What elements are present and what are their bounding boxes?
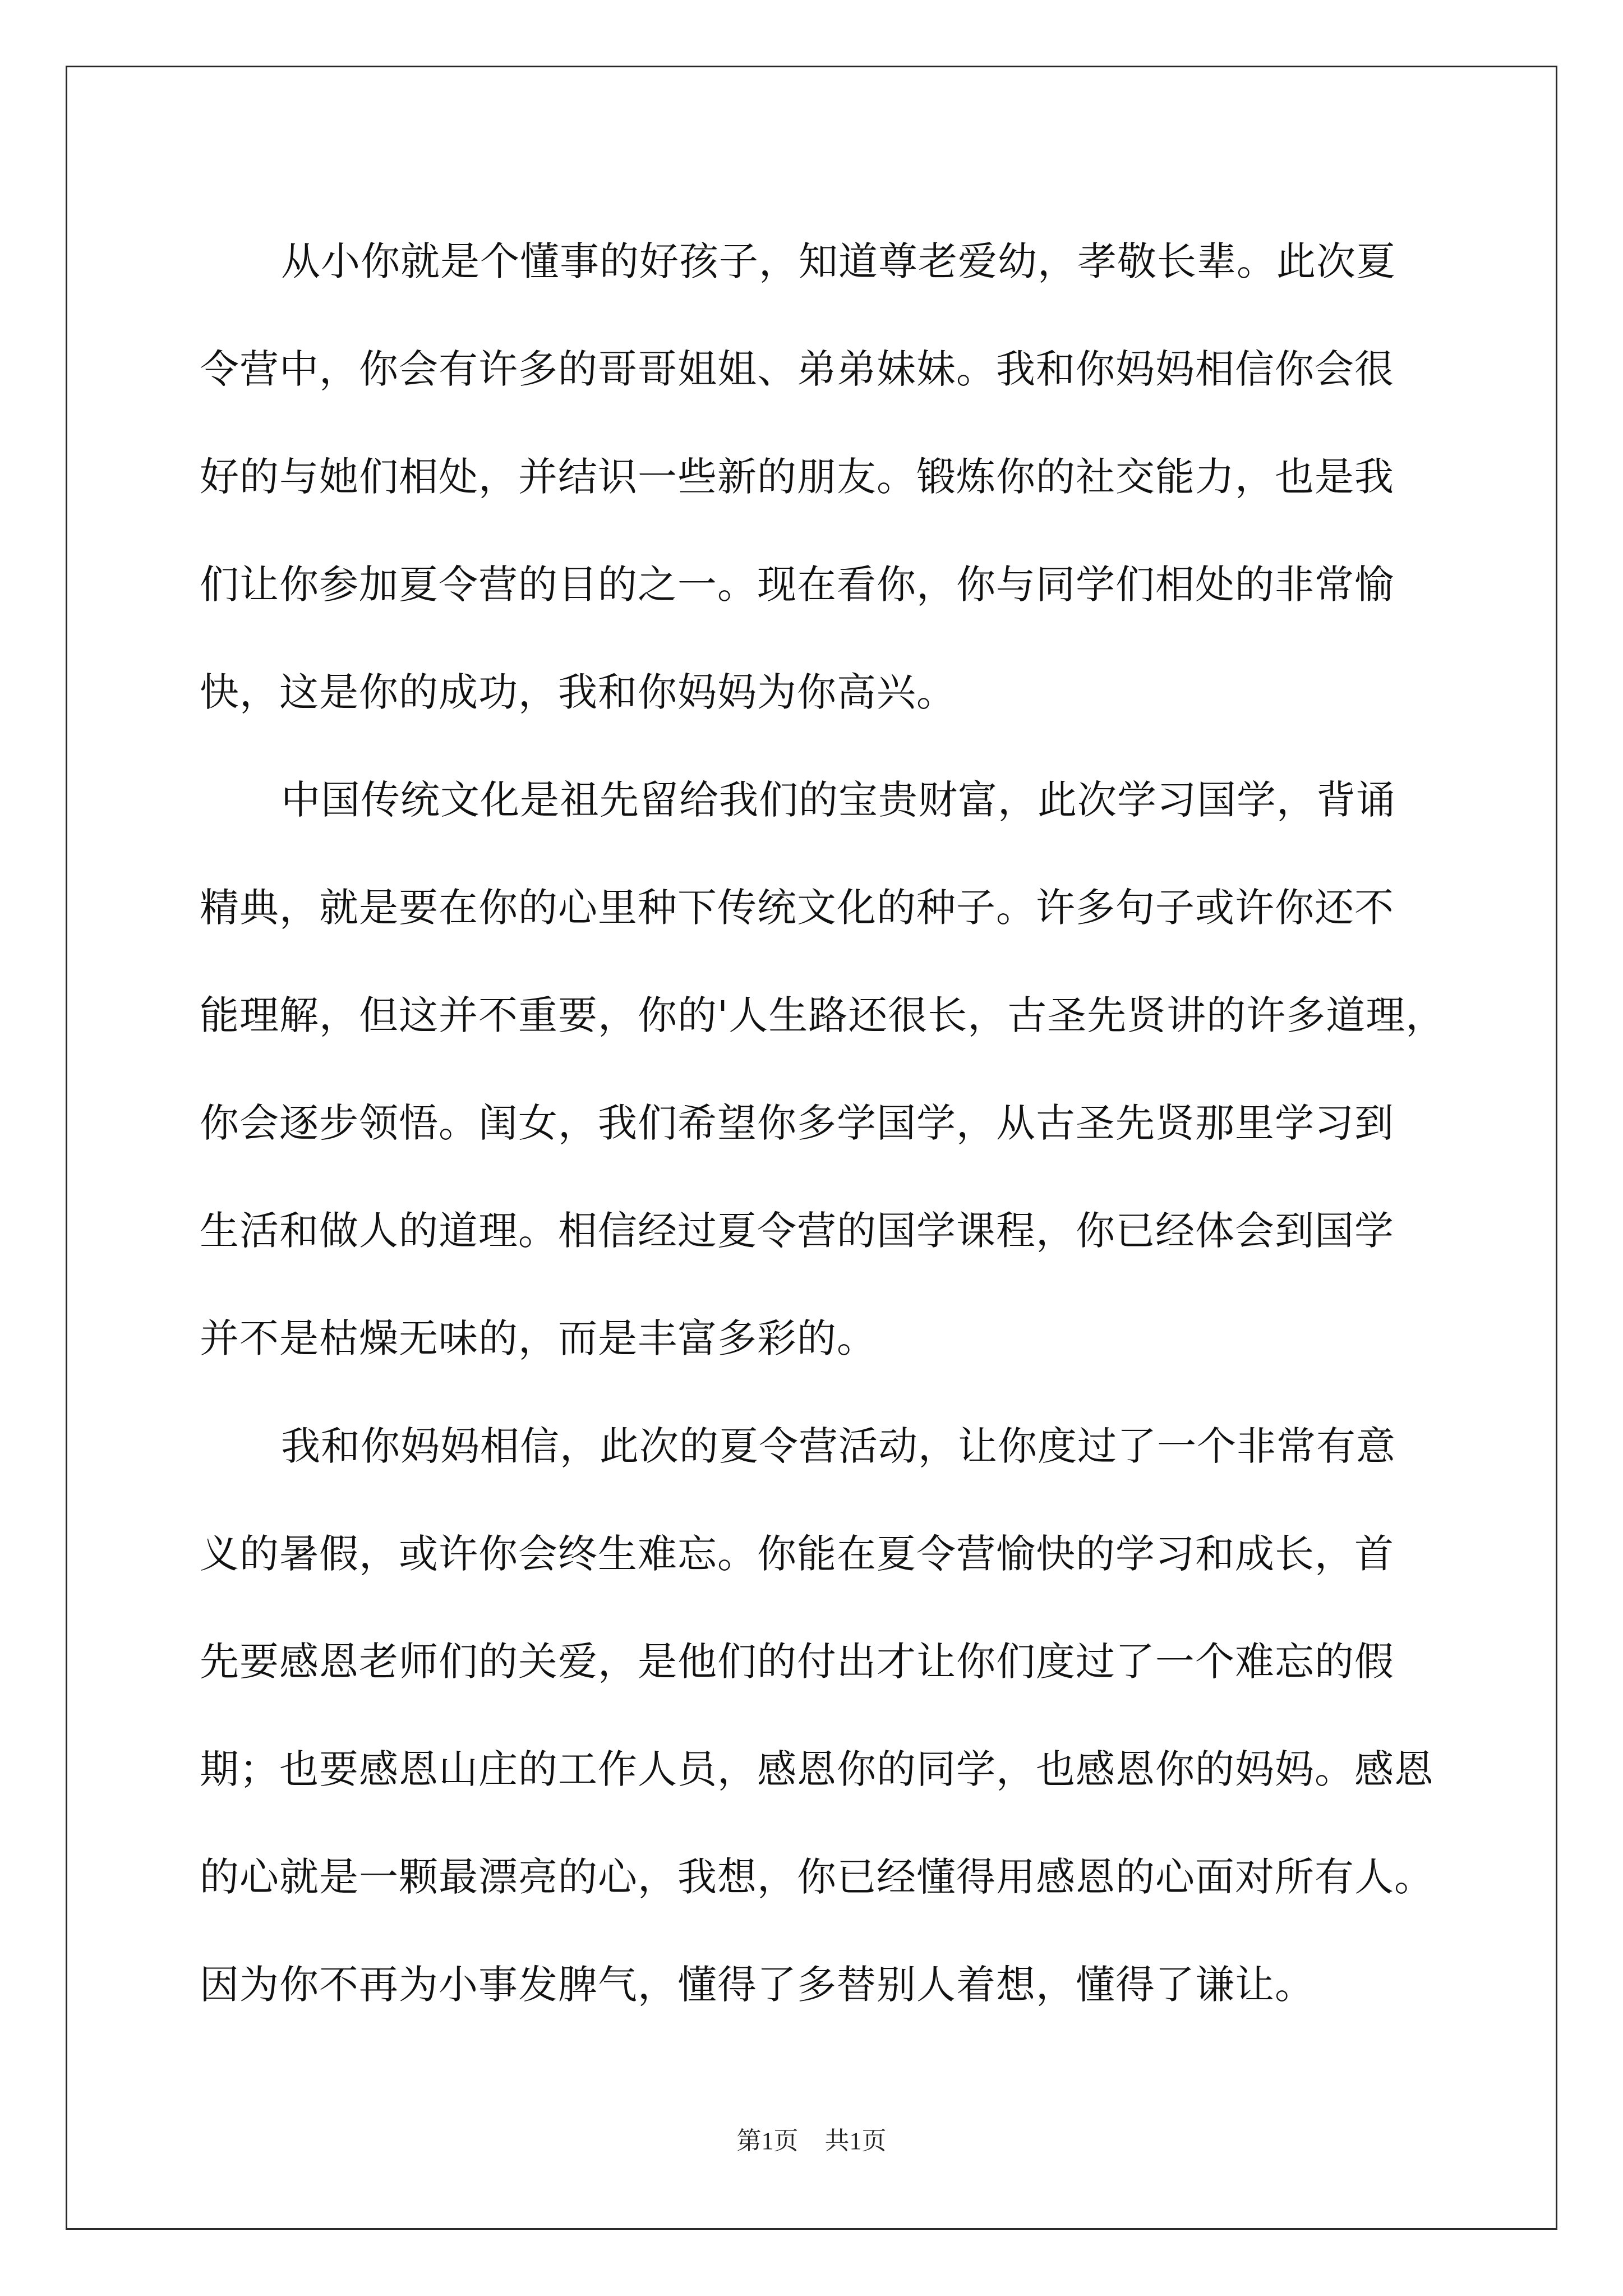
text-line: 期；也要感恩山庄的工作人员，感恩你的同学，也感恩你的妈妈。感恩 (200, 1746, 1434, 1792)
text-line: 令营中，你会有许多的哥哥姐姐、弟弟妹妹。我和你妈妈相信你会很 (200, 346, 1394, 392)
text-line: 精典，就是要在你的心里种下传统文化的种子。许多句子或许你还不 (200, 885, 1394, 931)
text-line: 快，这是你的成功，我和你妈妈为你高兴。 (200, 669, 956, 715)
text-line: 先要感恩老师们的关爱，是他们的付出才让你们度过了一个难忘的假 (200, 1639, 1394, 1685)
text-line: 从小你就是个懂事的好孩子，知道尊老爱幼，孝敬长辈。此次夏 (281, 238, 1396, 284)
text-line: 并不是枯燥无味的，而是丰富多彩的。 (200, 1315, 877, 1361)
text-line: 的心就是一颗最漂亮的心，我想，你已经懂得用感恩的心面对所有人。 (200, 1854, 1434, 1900)
text-line: 我和你妈妈相信，此次的夏令营活动，让你度过了一个非常有意 (281, 1423, 1396, 1469)
page-number: 第1页 (736, 2127, 799, 2155)
page-total: 共1页 (824, 2127, 887, 2155)
text-line: 中国传统文化是祖先留给我们的宝贵财富，此次学习国学，背诵 (281, 777, 1396, 823)
text-line: 好的与她们相处，并结识一些新的朋友。锻炼你的社交能力，也是我 (200, 454, 1394, 500)
text-line: 因为你不再为小事发脾气，懂得了多替别人着想，懂得了谦让。 (200, 1962, 1315, 2008)
text-line: 你会逐步领悟。闺女，我们希望你多学国学，从古圣先贤那里学习到 (200, 1100, 1394, 1146)
text-line: 生活和做人的道理。相信经过夏令营的国学课程，你已经体会到国学 (200, 1208, 1394, 1254)
document-body (200, 208, 1446, 2039)
text-line: 们让你参加夏令营的目的之一。现在看你，你与同学们相处的非常愉 (200, 562, 1394, 608)
page-footer (0, 2120, 1623, 2156)
text-line: 能理解，但这并不重要，你的'人生路还很长，古圣先贤讲的许多道理， (200, 992, 1446, 1038)
text-line: 义的暑假，或许你会终生难忘。你能在夏令营愉快的学习和成长，首 (200, 1531, 1394, 1577)
